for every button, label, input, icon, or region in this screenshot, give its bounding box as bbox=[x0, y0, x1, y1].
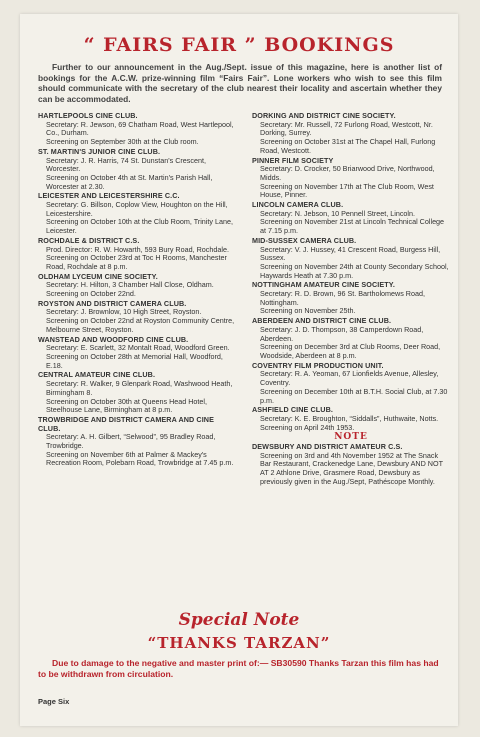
entry-line: Secretary: R. Jewson, 69 Chatham Road, West Hartlepool, Co., Durham. bbox=[46, 119, 234, 138]
club-entry bbox=[252, 406, 450, 432]
entry-line: Secretary: K. E. Broughton, “Siddalls”, Huthwaite, Notts. bbox=[260, 413, 439, 423]
thanks-tarzan-heading: “THANKS TARZAN” bbox=[147, 634, 331, 652]
entry-line: Secretary: J. R. Harris, 74 St. Dunstan's Crescent, Worcester. bbox=[46, 155, 206, 174]
club-entry bbox=[252, 157, 450, 201]
entry-line: Screening on November 24th at County Secondary School, Haywards Heath at 7.30 p.m. bbox=[260, 261, 449, 280]
entry-line: Screening on September 30th at the Club room. bbox=[46, 137, 199, 147]
entry-line: Screening on October 22nd at Royston Community Centre, Melbourne Street, Royston. bbox=[46, 316, 235, 334]
entry-line: Secretary: H. Hilton, 3 Chamber Hall Close, Oldham. bbox=[46, 280, 214, 290]
note-entry bbox=[252, 443, 450, 487]
entry-line: Screening on November 6th at Palmer & Mackey's Recreation Room, Polebarn Road, Trowbridge at 7.45 p.m. bbox=[46, 449, 234, 468]
entry-line: Secretary: N. Jebson, 10 Pennell Street, Lincoln. bbox=[260, 208, 416, 218]
right-column bbox=[252, 112, 450, 488]
club-name: TROWBRIDGE AND DISTRICT CAMERA AND CINE CLUB. bbox=[38, 414, 214, 433]
special-note-heading: Special Note bbox=[178, 610, 300, 630]
club-entry bbox=[38, 148, 236, 192]
entry-line: Secretary: G. Billson, Coplow View, Houghton on the Hill, Leicestershire. bbox=[46, 200, 228, 218]
club-name: ST. MARTIN'S JUNIOR CINE CLUB. bbox=[38, 146, 161, 156]
entry-line: Secretary: D. Crocker, 50 Briarwood Drive, Northwood, Midds. bbox=[260, 164, 435, 182]
club-name: DEWSBURY AND DISTRICT AMATEUR C.S. bbox=[252, 442, 403, 452]
entry-line: Screening on October 10th at the Club Room, Trinity Lane, Leicester. bbox=[46, 217, 233, 236]
club-entry bbox=[38, 300, 236, 335]
entry-line: Secretary: E. Scarlett, 32 Montalt Road, Woodford Green. bbox=[46, 343, 230, 353]
entry-line: Screening on October 30th at Queens Head Hotel, Steelhouse Lane, Birmingham at 8 p.m. bbox=[46, 396, 208, 415]
entry-line: Screening on November 17th at The Club Room, West House, Pinner. bbox=[260, 181, 434, 200]
club-entry bbox=[38, 416, 236, 468]
club-entry bbox=[252, 112, 450, 156]
page-number: Page Six bbox=[38, 697, 70, 706]
entry-line: Screening on October 23rd at Toc H Rooms, Manchester Road, Rochdale at 8 p.m. bbox=[46, 253, 227, 271]
entry-line: Secretary: R. Walker, 9 Glenpark Road, Washwood Heath, Birmingham 8. bbox=[46, 379, 233, 397]
entry-line: Screening on October 22nd. bbox=[46, 289, 136, 299]
club-name: CENTRAL AMATEUR CINE CLUB. bbox=[38, 370, 156, 380]
club-entry bbox=[38, 112, 236, 147]
club-name: NOTTINGHAM AMATEUR CINE SOCIETY. bbox=[252, 280, 395, 290]
left-column bbox=[38, 112, 236, 469]
club-name: DORKING AND DISTRICT CINE SOCIETY. bbox=[252, 111, 396, 120]
page-title: “ FAIRS FAIR ” BOOKINGS bbox=[83, 34, 395, 56]
club-entry bbox=[252, 317, 450, 361]
club-name: OLDHAM LYCEUM CINE SOCIETY. bbox=[38, 271, 158, 281]
club-name: ROCHDALE & DISTRICT C.S. bbox=[38, 235, 140, 245]
entry-line: Screening on November 21st at Lincoln Technical College at 7.15 p.m. bbox=[260, 217, 445, 236]
club-entry bbox=[38, 273, 236, 299]
club-entry bbox=[38, 192, 236, 236]
club-name: MID-SUSSEX CAMERA CLUB. bbox=[252, 235, 357, 245]
club-name: ABERDEEN AND DISTRICT CINE CLUB. bbox=[252, 316, 392, 326]
entry-line: Secretary: J. D. Thompson, 38 Camperdown Road, Aberdeen. bbox=[260, 324, 424, 343]
entry-line: Prod. Director: R. W. Howarth, 593 Bury Road, Rochdale. bbox=[46, 244, 229, 254]
club-entry bbox=[38, 371, 236, 415]
entry-line: Screening on October 31st at The Chapel Hall, Furlong Road, Westcott. bbox=[260, 137, 436, 155]
entry-line: Screening on December 3rd at Club Rooms, Deer Road, Woodside, Aberdeen at 8 p.m. bbox=[260, 342, 441, 360]
club-entry bbox=[252, 237, 450, 281]
club-name: WANSTEAD AND WOODFORD CINE CLUB. bbox=[38, 334, 189, 344]
entry-line: Secretary: V. J. Hussey, 41 Crescent Road, Burgess Hill, Sussex. bbox=[260, 244, 441, 263]
intro-paragraph: Further to our announcement in the Aug./Sept. issue of this magazine, here is another list of bookings for the A.C.W. prize-winning film “Fairs Fair”. Lone workers who wish to see this film should communicate with the secretary of the club nearest their locality and ascertain whether they can be accommodated. bbox=[38, 62, 442, 104]
magazine-page bbox=[20, 14, 458, 726]
entry-line: Secretary: R. D. Brown, 96 St. Bartholomews Road, Nottingham. bbox=[260, 289, 425, 307]
withdrawal-notice: Due to damage to the negative and master print of:— SB30590 Thanks Tarzan this film has had to be withdrawn from circulation. bbox=[38, 658, 439, 679]
club-name: ROYSTON AND DISTRICT CAMERA CLUB. bbox=[38, 298, 187, 308]
club-entry bbox=[252, 201, 450, 236]
entry-line: Secretary: J. Brownlow, 10 High Street, Royston. bbox=[46, 307, 202, 317]
entry-line: Secretary: A. H. Gilbert, “Selwood”, 95 Bradley Road, Trowbridge. bbox=[46, 432, 216, 451]
club-name: PINNER FILM SOCIETY bbox=[252, 155, 334, 165]
club-entry bbox=[38, 336, 236, 371]
club-name: LEICESTER AND LEICESTERSHIRE C.C. bbox=[38, 191, 180, 201]
club-entry bbox=[252, 281, 450, 316]
entry-line: Secretary: Mr. Russell, 72 Furlong Road, Westcott, Nr. Dorking, Surrey. bbox=[260, 119, 433, 138]
entry-line: Screening on 3rd and 4th November 1952 at The Snack Bar Restaurant, Crackenedge Lane, Dewsbury AND NOT AT 2 Athlone Drive, Grasmere Road, Dewsbury as previously given in the Aug./Sept, Pathéscope Monthly. bbox=[260, 450, 443, 486]
club-entry bbox=[252, 362, 450, 406]
entry-line: Screening on December 10th at B.T.H. Social Club, at 7.30 p.m. bbox=[260, 386, 448, 405]
club-name: HARTLEPOOLS CINE CLUB. bbox=[38, 111, 138, 120]
entry-line: Secretary: R. A. Yeoman, 67 Lionfields Avenue, Allesley, Coventry. bbox=[260, 369, 439, 388]
entry-line: Screening on November 25th. bbox=[260, 306, 356, 316]
club-name: LINCOLN CAMERA CLUB. bbox=[252, 200, 344, 210]
club-name: COVENTRY FILM PRODUCTION UNIT. bbox=[252, 360, 384, 370]
club-name: ASHFIELD CINE CLUB. bbox=[252, 405, 333, 415]
entry-line: Screening on October 28th at Memorial Hall, Woodford, E.18. bbox=[46, 351, 223, 370]
entry-line: Screening on October 4th at St. Martin's Parish Hall, Worcester at 2.30. bbox=[46, 172, 213, 191]
club-entry bbox=[38, 237, 236, 272]
entry-line: Screening on April 24th 1953. bbox=[260, 422, 355, 432]
note-heading: NOTE bbox=[334, 432, 368, 443]
